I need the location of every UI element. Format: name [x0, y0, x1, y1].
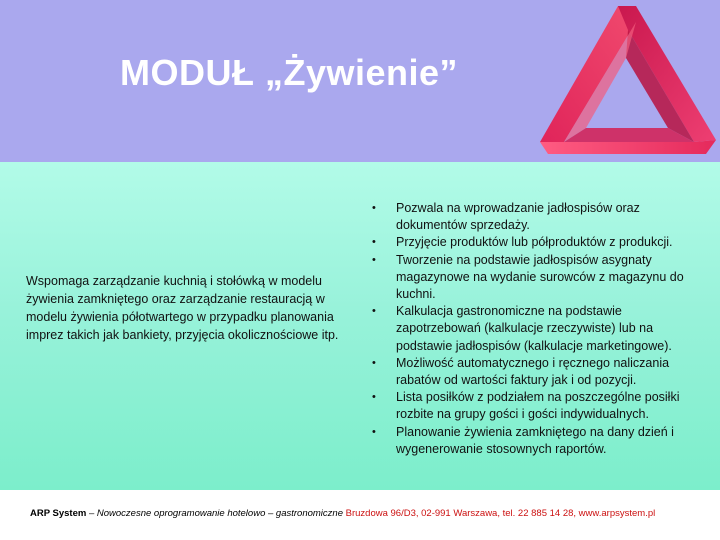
list-item: • Przyjęcie produktów lub półproduktów z produkcji.: [372, 234, 694, 251]
list-item: • Planowanie żywienia zamkniętego na dany dzień i wygenerowanie stosownych raportów.: [372, 424, 674, 456]
bullet-icon: •: [372, 425, 376, 438]
footer-brand: ARP System: [30, 508, 87, 519]
feature-list: [372, 200, 694, 458]
module-description: Wspomaga zarządzanie kuchnią i stołówką w modelu żywienia zamkniętego oraz zarządzanie restauracją w modelu żywienia półotwartego w przypadku planowania imprez takich jak bankiety, przyjęcia okolicznościowe itp.: [26, 274, 339, 342]
page-title: MODUŁ „Żywienie”: [120, 52, 459, 93]
content-area: [0, 162, 720, 490]
bullet-icon: •: [372, 253, 376, 266]
bullet-icon: •: [372, 236, 376, 249]
footer-separator: –: [86, 508, 97, 519]
list-item: • Możliwość automatycznego i ręcznego naliczania rabatów od wartości faktury jak i od pozycji.: [372, 355, 670, 388]
list-item: • Kalkulacja gastronomiczne na podstawie zapotrzebowań (kalkulacje rzeczywiste) lub na podstawie jadłospisów (kalkulacje marketingowe).: [372, 304, 672, 353]
bullet-icon: •: [372, 202, 376, 214]
footer-line: [30, 508, 700, 519]
bullet-icon: •: [372, 305, 376, 318]
bullet-icon: •: [372, 391, 376, 404]
footer-tagline: Nowoczesne oprogramowanie hotelowo – gastronomiczne: [96, 508, 343, 519]
header-banner: [0, 0, 720, 162]
bullet-icon: •: [372, 356, 376, 369]
footer: [0, 490, 720, 540]
impossible-triangle-icon: [536, 2, 720, 162]
footer-address: Bruzdowa 96/D3, 02-991 Warszawa, tel. 22 885 14 28, www.arpsystem.pl: [342, 508, 656, 519]
list-item: • Pozwala na wprowadzanie jadłospisów oraz dokumentów sprzedaży.: [372, 201, 640, 233]
list-item: • Lista posiłków z podziałem na poszczególne posiłki rozbite na grupy gości i gości indywidualnych.: [372, 390, 680, 422]
list-item: • Tworzenie na podstawie jadłospisów asygnaty magazynowe na wydanie surowców z magazynu do kuchni.: [372, 252, 684, 302]
